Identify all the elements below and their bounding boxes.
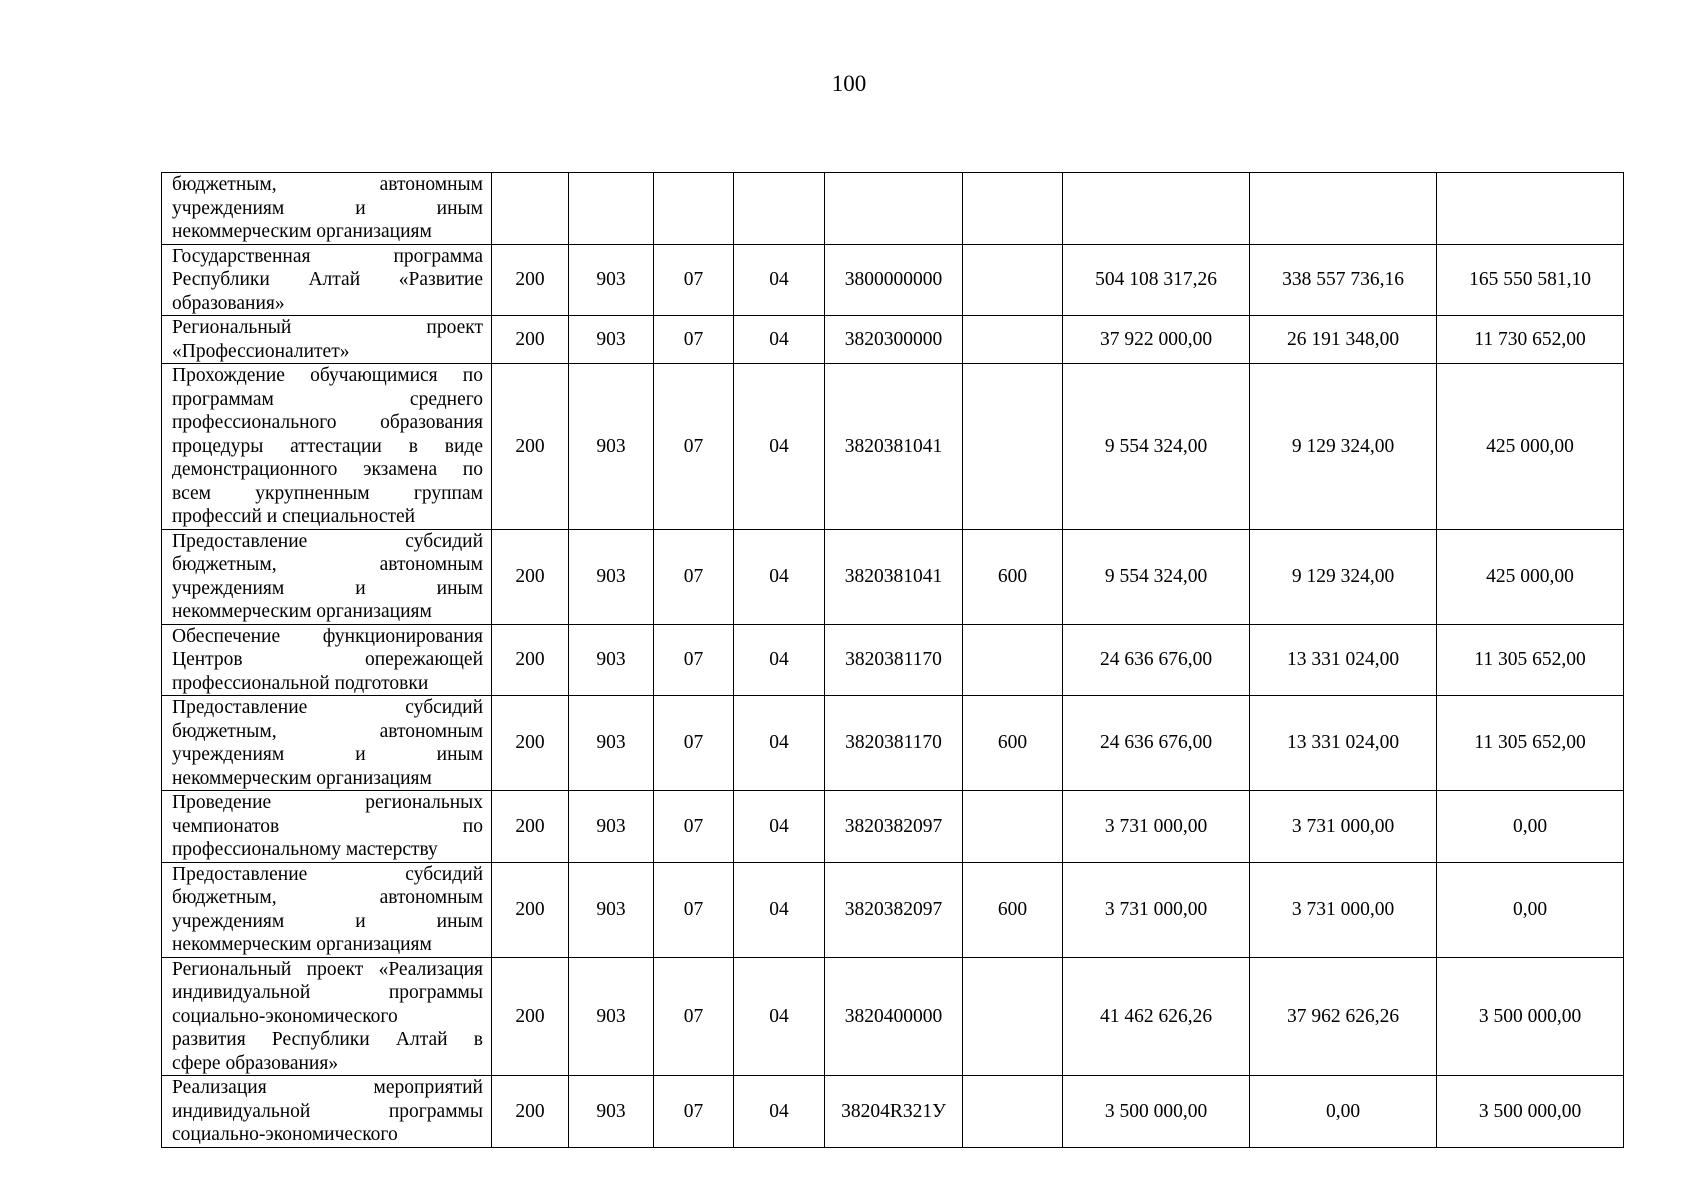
row-description [162,957,492,1076]
budget-table [161,172,1624,1148]
cell-amount-3: 165 550 581,10 [1437,244,1624,316]
cell-amount-2: 3 731 000,00 [1250,791,1437,863]
cell-amount-total: 41 462 626,26 [1063,957,1250,1076]
cell-subsection: 04 [734,624,825,696]
cell-amount-2: 9 129 324,00 [1250,364,1437,530]
description-line: некоммерческим организациям [172,601,432,622]
description-line: учреждениям и иным [172,744,483,765]
cell-code-2 [569,173,654,245]
table-row [162,244,1624,316]
description-line: профессионального образования [172,412,483,433]
table-row [162,957,1624,1076]
cell-section: 07 [654,624,734,696]
description-line: бюджетным, автономным [172,720,483,742]
cell-expense-type: 600 [963,529,1063,624]
cell-subsection: 04 [734,529,825,624]
cell-amount-2 [1250,173,1437,245]
page-number: 100 [831,71,867,96]
description-line: профессиональной подготовки [172,672,429,694]
table-row [162,696,1624,791]
cell-target-article: 3820382097 [825,791,963,863]
cell-expense-type [963,957,1063,1076]
cell-amount-2: 37 962 626,26 [1250,957,1437,1076]
cell-section: 07 [654,316,734,364]
cell-code-2: 903 [569,1076,654,1148]
row-description [162,624,492,696]
description-line: Государственная программа [172,245,483,267]
description-line: бюджетным, автономным [172,174,483,195]
cell-amount-3: 425 000,00 [1437,529,1624,624]
cell-code-2: 903 [569,244,654,316]
cell-code-1: 200 [492,957,569,1076]
cell-code-1: 200 [492,529,569,624]
cell-expense-type: 600 [963,862,1063,957]
table-row [162,529,1624,624]
cell-target-article: 3820382097 [825,862,963,957]
cell-amount-total: 24 636 676,00 [1063,696,1250,791]
description-line: Реализация мероприятий [172,1077,483,1098]
description-line: учреждениям и иным [172,577,483,599]
cell-subsection: 04 [734,244,825,316]
description-line: социально-экономического [172,1124,398,1145]
cell-expense-type [963,244,1063,316]
cell-amount-2: 3 731 000,00 [1250,862,1437,957]
cell-target-article: 3820381170 [825,696,963,791]
row-description [162,316,492,364]
cell-section: 07 [654,791,734,863]
cell-target-article: 38204R321У [825,1076,963,1148]
cell-subsection: 04 [734,1076,825,1148]
cell-amount-2: 0,00 [1250,1076,1437,1148]
cell-code-1: 200 [492,316,569,364]
description-line: Предоставление субсидий [172,530,483,552]
cell-expense-type [963,624,1063,696]
row-description [162,173,492,245]
cell-amount-3: 11 730 652,00 [1437,316,1624,364]
cell-code-1: 200 [492,244,569,316]
row-description [162,244,492,316]
description-line: образования» [172,292,285,314]
cell-amount-total [1063,173,1250,245]
description-line: развития Республики Алтай в [172,1029,483,1050]
cell-expense-type [963,173,1063,245]
row-description [162,862,492,957]
cell-code-2: 903 [569,791,654,863]
table-row [162,173,1624,245]
description-line: учреждениям и иным [172,197,483,219]
table-row [162,791,1624,863]
description-line: чемпионатов по [172,815,483,837]
cell-amount-2: 13 331 024,00 [1250,696,1437,791]
cell-target-article: 3820381041 [825,364,963,530]
cell-section: 07 [654,244,734,316]
description-line: Прохождение обучающимися по [172,365,483,386]
cell-amount-3: 11 305 652,00 [1437,696,1624,791]
cell-target-article: 3820381041 [825,529,963,624]
description-line: сфере образования» [172,1052,339,1074]
description-line: демонстрационного экзамена по [172,459,483,480]
cell-section: 07 [654,364,734,530]
cell-amount-total: 504 108 317,26 [1063,244,1250,316]
cell-amount-3: 0,00 [1437,791,1624,863]
cell-code-1: 200 [492,364,569,530]
cell-subsection: 04 [734,791,825,863]
description-line: «Профессионалитет» [172,340,350,362]
description-line: всем укрупненным группам [172,482,483,504]
description-line: профессиональному мастерству [172,839,438,860]
description-line: некоммерческим организациям [172,221,432,242]
cell-code-2: 903 [569,957,654,1076]
cell-code-2: 903 [569,316,654,364]
cell-code-1 [492,173,569,245]
table-row [162,364,1624,530]
cell-amount-3 [1437,173,1624,245]
cell-expense-type [963,1076,1063,1148]
cell-code-1: 200 [492,862,569,957]
description-line: Предоставление субсидий [172,697,483,718]
cell-amount-2: 9 129 324,00 [1250,529,1437,624]
cell-amount-total: 3 731 000,00 [1063,862,1250,957]
cell-section: 07 [654,696,734,791]
row-description [162,791,492,863]
cell-amount-3: 3 500 000,00 [1437,1076,1624,1148]
table-body [162,173,1624,1148]
description-line: учреждениям и иным [172,910,483,932]
cell-expense-type: 600 [963,696,1063,791]
description-line: профессий и специальностей [172,506,416,527]
cell-code-1: 200 [492,696,569,791]
cell-section [654,173,734,245]
cell-subsection [734,173,825,245]
description-line: программам среднего [172,388,483,410]
cell-amount-total: 37 922 000,00 [1063,316,1250,364]
table-row [162,624,1624,696]
table-row [162,862,1624,957]
cell-amount-2: 13 331 024,00 [1250,624,1437,696]
row-description [162,696,492,791]
cell-section: 07 [654,529,734,624]
cell-code-2: 903 [569,624,654,696]
cell-amount-3: 11 305 652,00 [1437,624,1624,696]
cell-subsection: 04 [734,957,825,1076]
description-line: процедуры аттестации в виде [172,435,483,457]
cell-code-2: 903 [569,529,654,624]
cell-code-1: 200 [492,1076,569,1148]
row-description [162,1076,492,1148]
cell-amount-3: 0,00 [1437,862,1624,957]
cell-amount-total: 9 554 324,00 [1063,364,1250,530]
row-description [162,364,492,530]
description-line: некоммерческим организациям [172,767,432,789]
description-line: индивидуальной программы [172,982,483,1003]
cell-subsection: 04 [734,316,825,364]
cell-amount-total: 9 554 324,00 [1063,529,1250,624]
description-line: Центров опережающей [172,649,483,670]
cell-target-article: 3800000000 [825,244,963,316]
description-line: индивидуальной программы [172,1100,483,1122]
cell-code-1: 200 [492,791,569,863]
cell-amount-2: 338 557 736,16 [1250,244,1437,316]
cell-amount-3: 425 000,00 [1437,364,1624,530]
cell-target-article: 3820381170 [825,624,963,696]
cell-expense-type [963,791,1063,863]
cell-code-2: 903 [569,696,654,791]
description-line: социально-экономического [172,1005,398,1027]
cell-expense-type [963,316,1063,364]
cell-amount-total: 3 731 000,00 [1063,791,1250,863]
table-row [162,1076,1624,1148]
cell-subsection: 04 [734,696,825,791]
cell-amount-total: 3 500 000,00 [1063,1076,1250,1148]
cell-expense-type [963,364,1063,530]
description-line: Предоставление субсидий [172,863,483,885]
cell-target-article: 3820400000 [825,957,963,1076]
cell-section: 07 [654,957,734,1076]
cell-subsection: 04 [734,364,825,530]
description-line: Региональный проект [172,317,483,338]
cell-subsection: 04 [734,862,825,957]
table-row [162,316,1624,364]
description-line: Региональный проект «Реализация [172,958,483,980]
cell-target-article: 3820300000 [825,316,963,364]
description-line: бюджетным, автономным [172,554,483,575]
cell-amount-3: 3 500 000,00 [1437,957,1624,1076]
cell-code-2: 903 [569,862,654,957]
description-line: Республики Алтай «Развитие [172,269,483,290]
description-line: Обеспечение функционирования [172,625,483,647]
cell-amount-2: 26 191 348,00 [1250,316,1437,364]
cell-section: 07 [654,862,734,957]
description-line: бюджетным, автономным [172,887,483,908]
cell-section: 07 [654,1076,734,1148]
cell-code-2: 903 [569,364,654,530]
cell-code-1: 200 [492,624,569,696]
description-line: Проведение региональных [172,792,483,813]
description-line: некоммерческим организациям [172,934,432,955]
cell-amount-total: 24 636 676,00 [1063,624,1250,696]
cell-target-article [825,173,963,245]
row-description [162,529,492,624]
